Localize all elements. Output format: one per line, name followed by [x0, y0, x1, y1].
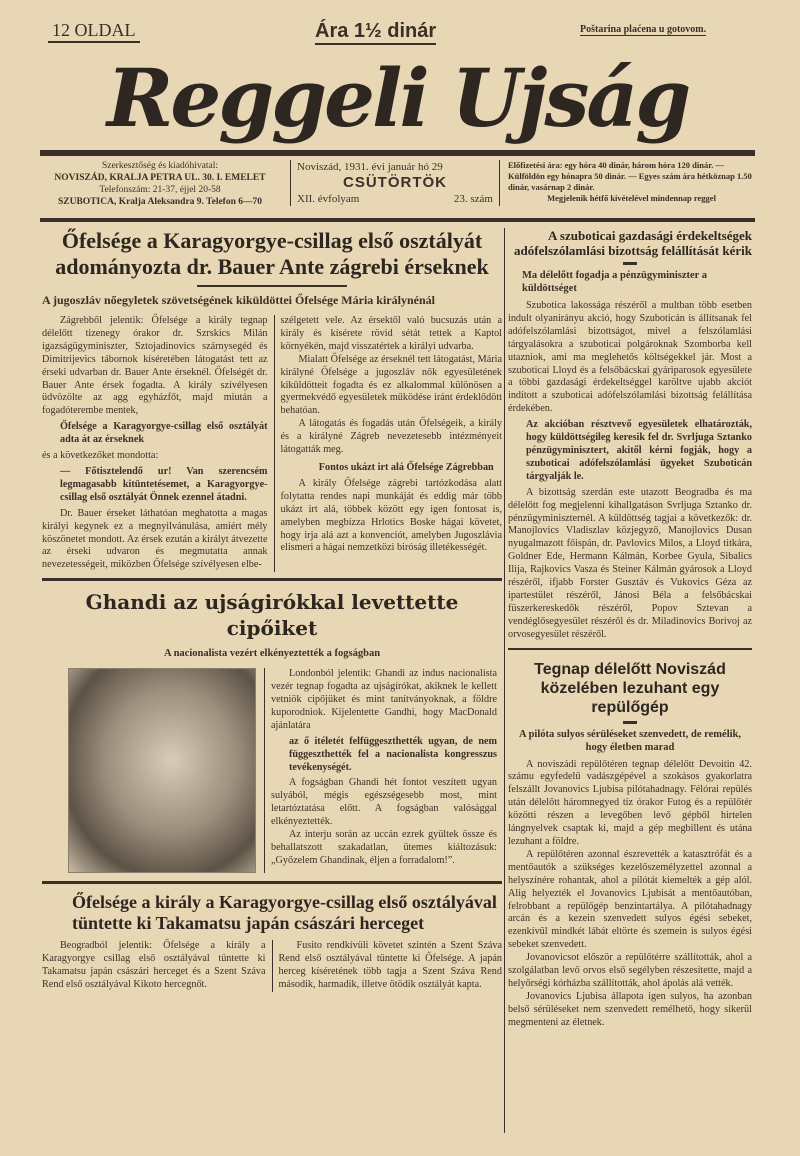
right-column — [508, 228, 752, 1030]
paragraph: Londonból jelentik: Ghandi az indus nacionalista vezér tegnap fogadta az ujságírókat, akiknek le kellett vetniök cipőjüket és mint tanítványoknak, a földre kuporodniok. Kijelentette Gandhi, hogy MacDonald ajánlatára — [271, 668, 497, 731]
subscription-prices: Előfizetési ára: egy hóra 40 dinár, három hóra 120 dinár. — Külföldön egy hónapra 50 dinár. — Egyes szám ára hétköznap 1.50 dinár, vasárnap 2 dinár. — [508, 160, 752, 192]
paragraph: Szubotica lakossága részéről a multban több esetben indult olyanirányu akció, hogy Szuboticán is állítsanak fel adófelszólamlási bizottságot, mivel a felszólamlási tárgyalásokra a szuboticai polgároknak Szomborba kell utazniok, ami ma meglehetős költségekkel jár. Most a szuboticai Lloyd és a felsőbácskai gyáriparosok egyesülete a többi gazdasági érdekeltséggel karöltve ujabb akciót indított a szuboticai adófelszólamlási bizottság felállítása érdekében. — [508, 300, 752, 415]
article-subheadline: A jugoszláv nőegyletek szövetségének kiküldöttei Őfelsége Mária királynénál — [42, 293, 435, 307]
article-column — [271, 668, 497, 873]
paragraph: Jovanovicsot először a repülőtérre szállították, ahol a szolgálatban levő orvos első segélyben részesítette, majd a helyőrségi kórházba szállították, ahol ápolás alá vették. — [508, 952, 752, 989]
article-subheadline: Ma délelőtt fogadja a pénzügyminiszter a küldöttséget — [522, 270, 707, 294]
column-divider — [272, 940, 273, 992]
article-column — [508, 759, 752, 1030]
article-headline: Ghandi az ujságirókkal levettette cipőiket — [85, 590, 459, 641]
paragraph: A látogatás és fogadás után Őfelségeik, a király és a királyné Zágreb nevezetesebb intézményeit látogatták meg. — [280, 418, 502, 456]
article-body — [42, 668, 502, 873]
paragraph: Beogradból jelentik: Őfelsége a király a Karagyorgye csillag első osztályával tüntette ki Takamatsu japán császári herceget és a Szent Száva Rend első osztályával Kikoto hercegnőt. — [42, 940, 266, 990]
paragraph: Jovanovics Ljubisa állapota igen sulyos, ha azonban belső sérüléseket nem szenvedett remélhető, hogy sikerül megmenteni az életnek. — [508, 990, 752, 1028]
section-subheading: Fontos ukázt irt alá Őfelsége Zágrebban — [318, 461, 494, 473]
subscription-info — [508, 160, 755, 204]
left-column — [42, 228, 502, 992]
article-headline: Őfelsége a Karagyorgye-csillag első osztályát adományozta dr. Bauer Ante zágrebi érseknek — [55, 228, 489, 279]
paragraph: A király Őfelsége zágrebi tartózkodása alatt folytatta rendes napi munkáját és eddig már több ukázt irt alá, többek között egy igen fontosat is, amelyben megbízza Hrlotics Boske hágai követet, hogy irja alá azt a konvenciót, amelyben Jugoszlávia elismeri a hágai nemzetközi biróság illetékességét. — [280, 477, 502, 554]
publication-schedule: Megjelenik hétfő kivételével mindennap reggel — [547, 193, 716, 203]
office-line: Telefonszám: 21-37, éjjel 20-58 — [99, 185, 221, 195]
volume: XII. évfolyam — [297, 193, 360, 205]
paragraph: Az interju során az uccán ezrek gyültek össze és behallatszott szakadatlan, ütemes kiáltozásuk: „Győzelem Ghandinak, éljen a forradalom!”. — [271, 829, 497, 866]
article-column — [42, 940, 266, 992]
issue-date: Noviszád, 1931. évi január hó 29 — [297, 161, 443, 173]
masthead-rule — [40, 150, 755, 156]
quote: — Főtisztelendő ur! Van szerencsém legmagasabb kitüntetésemet, a Karagyorgye-csillag első osztályát Önnek ezennel átadni. — [60, 465, 268, 503]
article-subheadline: A pilóta sulyos sérüléseket szenvedett, de remélik, hogy életben marad — [518, 728, 742, 753]
issue-day: CSÜTÖRTÖK — [343, 174, 447, 191]
issue-number: 23. szám — [453, 193, 493, 205]
article-column — [279, 940, 503, 992]
paragraph-bold: Őfelsége a Karagyorgye-csillag első osztályát adta át az érseknek — [60, 421, 268, 446]
paragraph: A bizottság szerdán este utazott Beogradba és ma délelőtt fog megjelenni kihallgatáson Svrljuga Sztanko dr. pénzügyminiszternél. A küldöttség tagjai a következők: dr. Manojlovics Vladiszlav közjegyző, Manojlovics Dusan nyugalmazott főispán, dr. Pavlovics Milos, a Lloyd titkára, Goldner Ede, Hermann Kálmán, Korbee Gyula, Sibalics Ilija, Rajkovics Vasza és Steiner Kálmán gyárosok a Lloyd részéről, ifjabb Forster Gusztáv és Vukovics Géza az ipartestület részéről, Jánosi Béla a felsőbácskai füszerkereskedők részéről, Popov Sztevan a vendéglősegyesület részéről és dr. Miladinovics Borivoj az orvosegyesület részéről. — [508, 486, 752, 640]
paragraph: Dr. Bauer érseket láthatóan meghatotta a magas királyi kegynek ez a megnyilvánulása, amiért mély köszönetet mondott. Az érsek ezután a királyt átvezette az érseki udvaron és megmutatta annak nevezetességeit, miközben Őfelsége szívélyesen elbe- — [42, 507, 268, 571]
article-body — [42, 315, 502, 572]
paragraph: Zágrebből jelentik: Őfelsége a király tegnap délelőtt tizenegy órakor dr. Szrskics Milán igazságügyminiszter, Sztojadinovics szárnysegéd és Dimitrijevics tábornok kíséretében látogatást tett az érseki udvarban dr. Bauer Ante érseknél. Őfelségét dr. Bauer Ante érsek fogadta. A király szívélyesen üdvözölte az agg egyházfőt, majd miután a fogadóterembe mentek, — [42, 315, 268, 417]
paragraph: A fogságban Ghandi hét fontot veszített ugyan sulyából, mégis egészségesebb most, mint letartóztatása előtt. A fogságban valósággal elkényeztették. — [271, 777, 497, 828]
article-subheadline: A nacionalista vezért elkényeztették a fogságban — [163, 648, 381, 660]
issue-info — [290, 160, 500, 206]
office-line: NOVISZÁD, KRALJA PETRA UL. 30. I. EMELET — [54, 173, 266, 183]
paragraph: A repülőtéren azonnal észrevették a katasztrófát és a mentőautók a szükséges kezelőszemélyzettel azonnal a helyszínére rohantak, ahol a pilótát kiemelték a gép alól. Alig helyezték el Jovanovics Ljubisát a mentőautóban, felrobbant a repülőgép benzintartálya. A pilótahadnagy arcán és a kezein szenvedett sulyos égési sebeket, ezenkívül mindkét lábát eltörte és szemein is sulyos égési sebeket szenvedett. — [508, 848, 752, 951]
postage-note: Poštarina plaćena u gotovom. — [580, 24, 707, 35]
article-headline: A szuboticai gazdasági érdekeltségek adófelszólamlási bizottság felállítását kérik — [514, 228, 752, 258]
article-headline: Őfelsége a király a Karagyorgye-csillag első osztályával tüntette ki Takamatsu japán császári herceget — [72, 892, 497, 934]
paragraph: A noviszádi repülőtéren tegnap délelőtt Devoitin 42. számu egyfedelű vadászgépével a szokásos gyakorlatra felszállt Jovanovics Ljubisa pilótahadnagy. Félórai repülés után délelőtt háromnegyed tíz órakor Futog és a repülőtér közötti részen a levegőben levő gépből hirtelen lángnyelvek csaptak ki, majd a gép megbillent és utána lezuhant a földre. — [508, 758, 752, 847]
paragraph-bold: Az akcióban résztvevő egyesületek elhatározták, hogy küldöttségileg keresik fel dr. Svrljuga Sztanko pénzügyminisztert, akitől kérni fogják, hogy a szuboticai adófelszólamlási ügyeket Szuboticán tárgyalják le. — [526, 419, 752, 482]
price: Ára 1½ dinár — [315, 20, 436, 45]
masthead-logo: Reggeli Ujság — [106, 51, 689, 145]
page-number: 12 OLDAL — [48, 20, 140, 43]
paragraph: szélgetett vele. Az érsektől való bucsuzás után a király és kísérete rövid sétát tettek a Kaptol környékén, majd visszatértek a királyi udvarba. — [280, 315, 502, 352]
article-rule — [42, 578, 502, 581]
header-rule — [40, 218, 755, 222]
column-divider — [274, 315, 275, 572]
article-rule — [42, 881, 502, 884]
article-headline: Tegnap délelőtt Noviszád közelében lezuhant egy repülőgép — [534, 660, 726, 716]
column-divider — [264, 668, 265, 873]
paragraph-bold: az ő itéletét felfüggeszthették ugyan, de nem függeszthették fel a nacionalista kongresszus tevékenységét. — [289, 735, 497, 773]
ornament — [623, 262, 637, 265]
paragraph: Mialatt Őfelsége az érseknél tett látogatást, Mária királyné Őfelsége a jugoszláv nők egyesületének kiküldötteit fogadta és ez alkalommal különösen a gyermekvédő egyesületek működése iránt érdeklődött behatóan. — [280, 353, 502, 417]
office-line: SZUBOTICA, Kralja Aleksandra 9. Telefon 6—70 — [57, 197, 262, 207]
gandhi-photo — [68, 668, 256, 873]
article-column — [508, 300, 752, 642]
headline-rule — [197, 285, 347, 287]
ornament — [623, 721, 637, 724]
article-rule — [508, 648, 752, 650]
column-divider — [504, 228, 505, 1133]
article-column — [281, 315, 503, 572]
article-body — [42, 940, 502, 992]
paragraph: Fusito rendkívüli követet szintén a Szent Száva Rend első osztályával tüntette ki Őfelsége. A japán herceg kíséretének több tagja a Szent Száva Rend második, harmadik, illetve ötödik osztályát kapta. — [278, 940, 502, 990]
office-info — [40, 160, 280, 208]
article-column — [42, 315, 268, 572]
office-line: Szerkesztőség és kiadóhivatal: — [101, 161, 219, 171]
paragraph: és a következőket mondotta: — [42, 450, 159, 462]
